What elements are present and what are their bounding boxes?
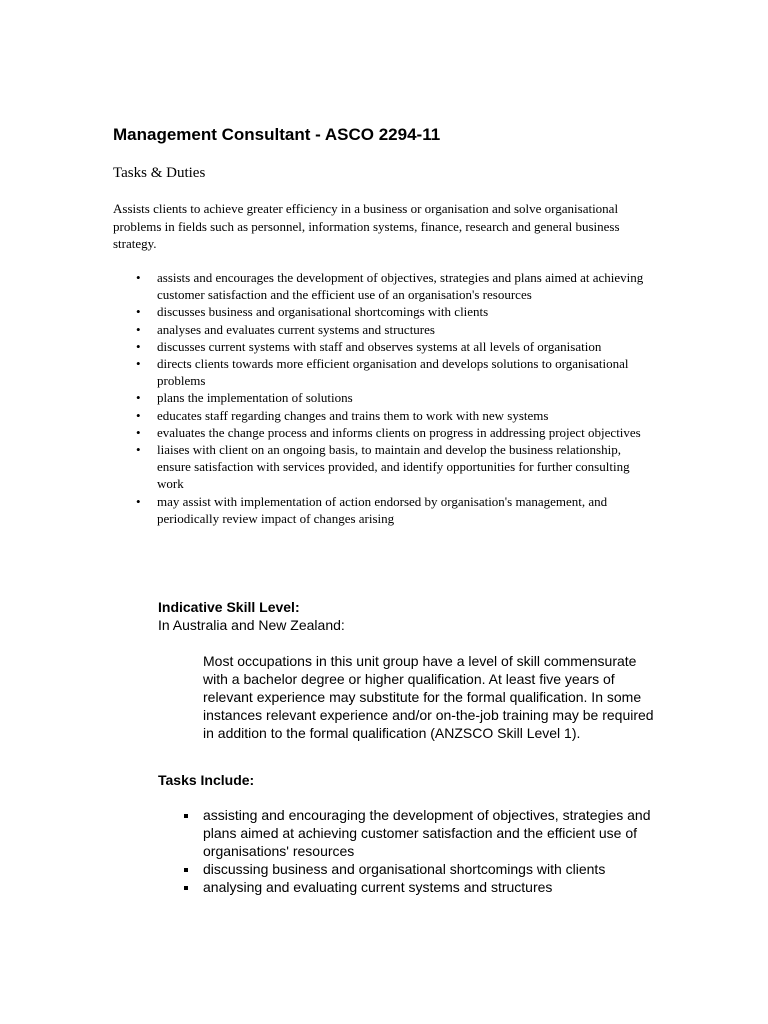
duty-item: • educates staff regarding changes and trains them to work with new systems <box>157 407 657 424</box>
duty-item: • liaises with client on an ongoing basis, to maintain and develop the business relationship, ensure satisfaction with services provided, and identify opportunities for further consulting work <box>157 441 657 493</box>
duty-item: • evaluates the change process and informs clients on progress in addressing project objectives <box>157 424 657 441</box>
task-item: assisting and encouraging the development of objectives, strategies and plans aimed at achieving customer satisfaction and the efficient use of organisations' resources <box>203 806 663 860</box>
duty-item: • discusses current systems with staff and observes systems at all levels of organisation <box>157 338 657 355</box>
skill-level-description: Most occupations in this unit group have a level of skill commensurate with a bachelor degree or higher qualification. At least five years of relevant experience may substitute for the formal qualification. In some instances relevant experience and/or on-the-job training may be required in addition to the formal qualification (ANZSCO Skill Level 1). <box>203 653 654 741</box>
tasks-list <box>203 806 663 896</box>
intro-paragraph: Assists clients to achieve greater efficiency in a business or organisation and solve organisational problems in fields such as personnel, information systems, finance, research and general business strategy. <box>113 201 620 251</box>
skill-level-section <box>158 598 658 634</box>
document-title: Management Consultant - ASCO 2294-11 <box>113 125 441 144</box>
tasks-include-heading: Tasks Include: <box>158 772 255 788</box>
duty-item: • assists and encourages the development of objectives, strategies and plans aimed at achieving customer satisfaction and the efficient use of an organisation's resources <box>157 269 657 303</box>
duty-item: • analyses and evaluates current systems and structures <box>157 321 657 338</box>
section-heading-tasks-duties: Tasks & Duties <box>113 165 206 181</box>
duty-item: • directs clients towards more efficient organisation and develops solutions to organisational problems <box>157 355 657 389</box>
duty-item: • plans the implementation of solutions <box>157 389 657 406</box>
task-item: discussing business and organisational shortcomings with clients <box>203 860 663 878</box>
duties-list <box>157 269 657 527</box>
skill-level-heading: Indicative Skill Level: <box>158 599 300 615</box>
duty-item: • may assist with implementation of action endorsed by organisation's management, and periodically review impact of changes arising <box>157 493 657 527</box>
task-item: analysing and evaluating current systems and structures <box>203 878 663 896</box>
duty-item: • discusses business and organisational shortcomings with clients <box>157 303 657 320</box>
skill-level-region: In Australia and New Zealand: <box>158 617 345 633</box>
